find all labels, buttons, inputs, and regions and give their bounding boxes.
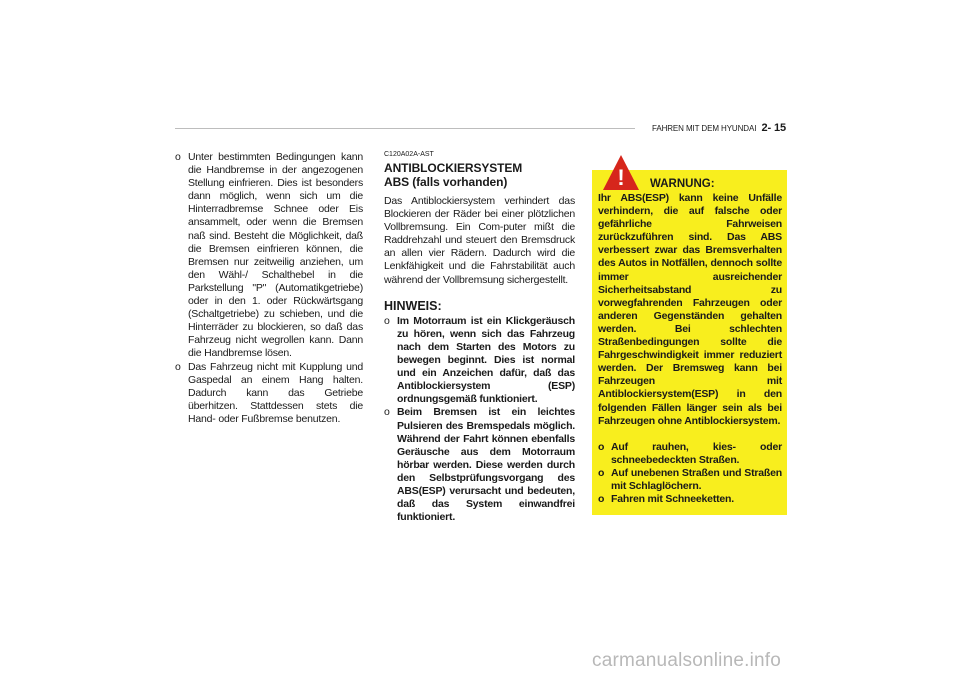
bullet-mark: o: [598, 493, 605, 506]
spacer: [598, 428, 782, 441]
bullet-text: Fahren mit Schneeketten.: [611, 493, 734, 506]
list-item: [175, 151, 363, 361]
list-item: [175, 361, 363, 426]
list-item: [384, 406, 575, 524]
header-rule: [175, 128, 635, 129]
list-item: [598, 493, 782, 506]
bullet-text: Beim Bremsen ist ein leichtes Pulsieren des Bremspedals möglich. Während der Fahrt können ebenfalls Geräusche aus dem Motorraum hörbar werden. Diese werden durch den Selbstprüfungsvorgang des ABS(ESP) verursacht und bedeuten, daß das System einwandfrei funktioniert.: [397, 406, 575, 524]
list-item: [384, 315, 575, 407]
bullet-text: Im Motorraum ist ein Klickgeräusch zu hören, wenn sich das Fahrzeug nach dem Starten des Motors zu bewegen beginnt. Dies ist normal und ein Anzeichen dafür, daß das Antiblockiersystem (ESP) ordnungsgemäß funktioniert.: [397, 314, 575, 406]
section-title: FAHREN MIT DEM HYUNDAI: [652, 124, 757, 133]
warning-body: [598, 192, 782, 506]
bullet-mark: o: [175, 360, 181, 373]
warning-text: Ihr ABS(ESP) kann keine Unfälle verhindern, die auf falsche oder gefährliche Fahrweisen zurückzuführen sind. Das ABS verbessert zwar das Bremsverhalten des Autos in Notfällen, dennoch sollte immer ausreichender Sicherheitsabstand zu vorwegfahrenden Fahrzeugen oder anderen Gegenständen gehalten werden. Bei schlechten Straßenbedingungen sollte die Fahrgeschwindigkeit immer reduziert werden. Der Bremsweg kann bei Fahrzeugen mit Antiblockiersystem(ESP) in den folgenden Fällen länger sein als bei Fahrzeugen ohne Antiblockiersystem.: [598, 192, 782, 427]
column-1: [175, 151, 363, 426]
column-2: [384, 150, 575, 524]
bullet-mark: o: [384, 406, 390, 419]
list-item: [598, 467, 782, 493]
section-heading: [384, 161, 575, 189]
page-header: [652, 122, 786, 134]
bullet-text: Unter bestimmten Bedingungen kann die Handbremse in der angezogenen Stellung einfrieren. Dies ist besonders dann möglich, wenn sich um die Hinterradbremse Schnee oder Eis ansammelt, oder wenn die Bremsen naß sind. Besteht die Möglichkeit, daß die Bremsen einfrieren können, die Bremsen nur zeitweilig anziehen, um den Wähl-/ Schalthebel in die Parkstellung "P" (Automatikgetriebe) oder in den 1. oder Rückwärtsgang (Schaltgetriebe) zu schieben, und die Hinterräder zu blockieren, so daß das Fahrzeug nicht wegrollen kann. Dann die Handbremse lösen.: [188, 151, 363, 360]
bullet-mark: o: [384, 314, 390, 327]
abs-paragraph: Das Antiblockiersystem verhindert das Blockieren der Räder bei einer plötzlichen Vollbremsung. Ein Com-puter mißt die Raddrehzahl und steuert den Bremsdruck an allen vier Rädern. Dadurch wird die Lenkfähigkeit und die Fahrstabilität auch während der Vollbremsung sichergestellt.: [384, 195, 575, 286]
heading-line-1: ANTIBLOCKIERSYSTEM: [384, 161, 523, 175]
page-number: 2- 15: [761, 122, 787, 134]
exclamation-mark: !: [617, 165, 625, 190]
list-item: [598, 441, 782, 467]
warning-box: [592, 170, 787, 515]
section-code: C120A02A-AST: [384, 151, 434, 158]
bullet-mark: o: [598, 466, 605, 479]
bullet-text: Auf rauhen, kies- oder schneebedeckten Straßen.: [611, 440, 782, 466]
watermark: carmanualsonline.info: [592, 650, 782, 671]
warning-triangle-icon: [602, 154, 640, 192]
heading-line-2: ABS (falls vorhanden): [384, 175, 508, 189]
bullet-mark: o: [598, 440, 605, 453]
bullet-text: Das Fahrzeug nicht mit Kupplung und Gaspedal an einem Hang halten. Dadurch kann das Getriebe überhitzen. Stattdessen stets die Hand- oder Fußbremse benutzen.: [188, 360, 363, 425]
warning-title: WARNUNG:: [650, 178, 715, 190]
hinweis-heading: HINWEIS:: [384, 298, 442, 313]
bullet-text: Auf unebenen Straßen und Straßen mit Schlaglöchern.: [611, 466, 782, 492]
bullet-mark: o: [175, 151, 181, 163]
